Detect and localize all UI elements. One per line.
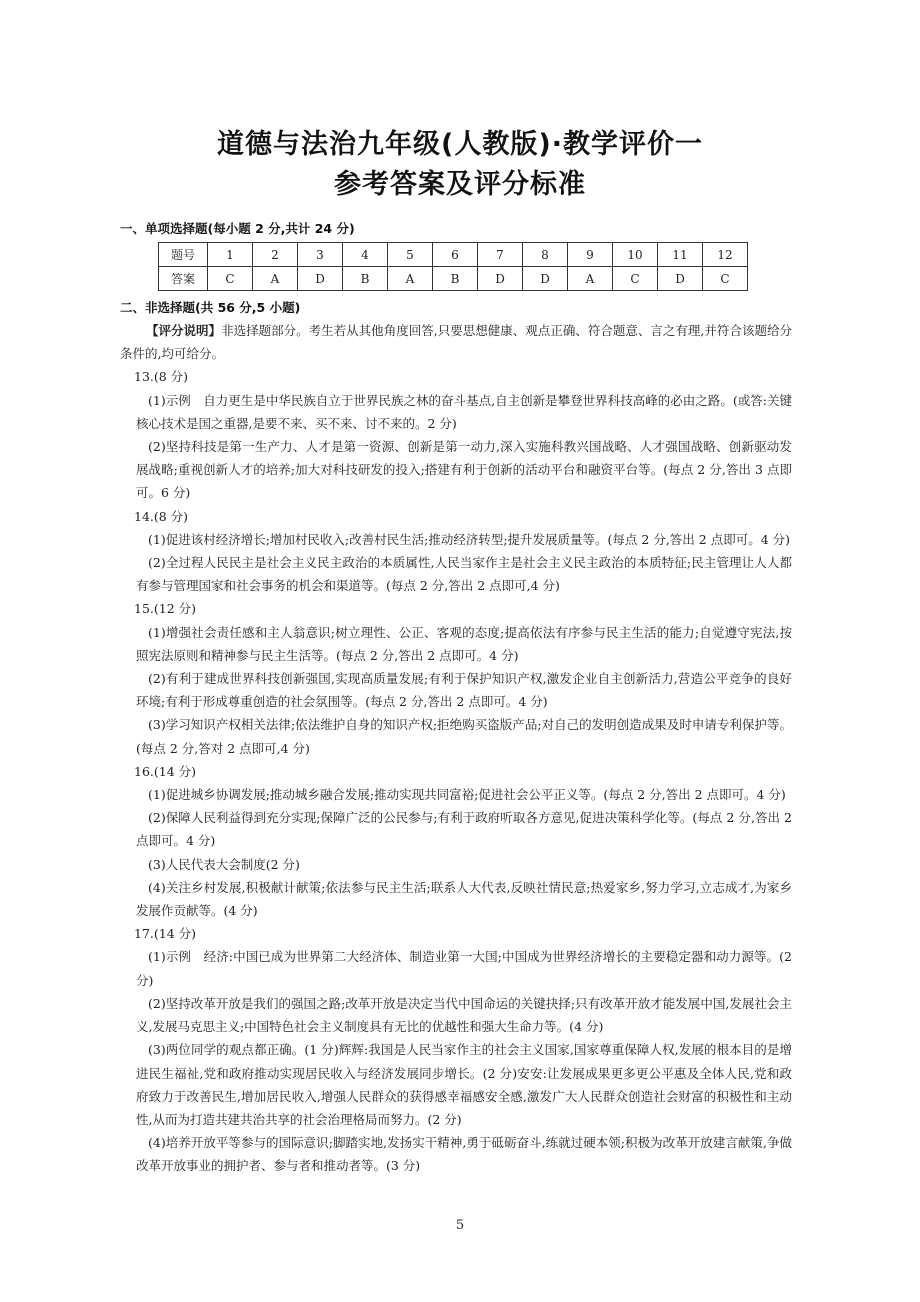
question-17-answer-2: (2)坚持改革开放是我们的强国之路;改革开放是决定当代中国命运的关键抉择;只有改革开放才能发展中国,发展社会主义,发展马克思主义;中国特色社会主义制度具有无比的优越性和强大生命力等。(4 分)	[136, 995, 792, 1035]
table-cell: 9	[568, 243, 613, 267]
answer-body	[120, 319, 792, 1178]
table-cell: 7	[478, 243, 523, 267]
table-row	[159, 267, 748, 291]
question-15-answer-2: (2)有利于建成世界科技创新强国,实现高质量发展;有利于保护知识产权,激发企业自主创新活力,营造公平竞争的良好环境;有利于形成尊重创造的社会氛围等。(每点 2 分,答出 2 点即可。4 分)	[136, 671, 792, 710]
table-cell: A	[388, 267, 433, 291]
table-cell: 1	[208, 243, 253, 267]
question-13-answer-2: (2)坚持科技是第一生产力、人才是第一资源、创新是第一动力,深入实施科教兴国战略、人才强国战略、创新驱动发展战略;重视创新人才的培养;加大对科技研发的投入;搭建有利于创新的活动平台和融资平台等。(每点 2 分,答出 3 点即可。6 分)	[136, 439, 792, 501]
question-17-heading: 17.(14 分)	[134, 926, 197, 942]
table-row	[159, 243, 748, 267]
question-13-answer-1: (1)示例 自力更生是中华民族自立于世界民族之林的奋斗基点,自主创新是攀登世界科技高峰的必由之路。(或答:关键核心技术是国之重器,是要不来、买不来、讨不来的。2 分)	[136, 392, 792, 431]
table-cell: 5	[388, 243, 433, 267]
table-row-label: 题号	[159, 243, 208, 267]
question-16-answer-2: (2)保障人民利益得到充分实现;保障广泛的公民参与;有利于政府听取各方意见,促进决策科学化等。(每点 2 分,答出 2 点即可。4 分)	[136, 810, 792, 849]
question-15-answer-3: (3)学习知识产权相关法律;依法维护自身的知识产权;拒绝购买盗版产品;对自己的发明创造成果及时申请专利保护等。(每点 2 分,答对 2 点即可,4 分)	[136, 717, 792, 756]
question-15-answer-1: (1)增强社会责任感和主人翁意识;树立理性、公正、客观的态度;提高依法有序参与民主生活的能力;自觉遵守宪法,按照宪法原则和精神参与民主生活等。(每点 2 分,答出 2 点即可。4 分)	[136, 624, 792, 663]
question-16-heading: 16.(14 分)	[134, 763, 197, 779]
scoring-note	[120, 319, 792, 365]
table-cell: 4	[343, 243, 388, 267]
question-14-answer-2: (2)全过程人民民主是社会主义民主政治的本质属性,人民当家作主是社会主义民主政治的本质特征;民主管理让人人都有参与管理国家和社会事务的机会和渠道等。(每点 2 分,答出 2 点即可,4 分)	[136, 555, 792, 594]
table-cell: D	[298, 267, 343, 291]
question-17-answer-3: (3)两位同学的观点都正确。(1 分)辉辉:我国是人民当家作主的社会主义国家,国家尊重保障人权,发展的根本目的是增进民生福祉,党和政府推动实现居民收入与经济发展同步增长。(2 分)安安:让发展成果更多更公平惠及全体人民,党和政府致力于改善民生,增加居民收入,增强人民群众的获得感幸福感安全感,激发广大人民群众创造社会财富的积极性和主动性,从而为打造共建共治共享的社会治理格局而努力。(2 分)	[136, 1042, 792, 1127]
page-subtitle: 参考答案及评分标准	[334, 169, 586, 200]
scoring-note-label: 【评分说明】	[146, 323, 222, 338]
table-cell: C	[703, 267, 748, 291]
question-17-answer-4: (4)培养开放平等参与的国际意识;脚踏实地,发扬实干精神,勇于砥砺奋斗,练就过硬本领;积极为改革开放建言献策,争做改革开放事业的拥护者、参与者和推动者等。(3 分)	[136, 1135, 792, 1174]
table-cell: D	[658, 267, 703, 291]
table-cell: 12	[703, 243, 748, 267]
table-cell: B	[433, 267, 478, 291]
table-cell: C	[613, 267, 658, 291]
table-cell: B	[343, 267, 388, 291]
table-cell: 2	[253, 243, 298, 267]
table-cell: 3	[298, 243, 343, 267]
question-13-heading: 13.(8 分)	[134, 369, 189, 385]
table-cell: 10	[613, 243, 658, 267]
question-16-answer-4: (4)关注乡村发展,积极献计献策;依法参与民主生活;联系人大代表,反映社情民意;热爱家乡,努力学习,立志成才,为家乡发展作贡献等。(4 分)	[136, 879, 792, 919]
scoring-note-text: 非选择题部分。考生若从其他角度回答,只要思想健康、观点正确、符合题意、言之有理,并符合该题给分条件的,均可给分。	[120, 323, 792, 362]
answer-table	[158, 242, 748, 291]
question-17-answer-1: (1)示例 经济:中国已成为世界第二大经济体、制造业第一大国;中国成为世界经济增长的主要稳定器和动力源等。(2 分)	[136, 949, 792, 988]
page-number: 5	[455, 1218, 465, 1233]
table-row-label: 答案	[159, 267, 208, 291]
table-cell: 11	[658, 243, 703, 267]
table-cell: D	[523, 267, 568, 291]
question-14-answer-1: (1)促进该村经济增长;增加村民收入;改善村民生活;推动经济转型;提升发展质量等。(每点 2 分,答出 2 点即可。4 分)	[148, 531, 791, 547]
question-15-heading: 15.(12 分)	[134, 601, 197, 617]
table-cell: A	[568, 267, 613, 291]
page-title: 道德与法治九年级(人教版)·教学评价一	[217, 129, 703, 160]
table-cell: C	[208, 267, 253, 291]
table-cell: A	[253, 267, 298, 291]
question-16-answer-1: (1)促进城乡协调发展;推动城乡融合发展;推动实现共同富裕;促进社会公平正义等。(每点 2 分,答出 2 点即可。4 分)	[148, 787, 786, 803]
section-heading-nonchoice: 二、非选择题(共 56 分,5 小题)	[120, 300, 301, 315]
section-heading-choice: 一、单项选择题(每小题 2 分,共计 24 分)	[120, 221, 355, 236]
table-cell: 8	[523, 243, 568, 267]
table-cell: D	[478, 267, 523, 291]
question-14-heading: 14.(8 分)	[134, 508, 189, 524]
question-16-answer-3: (3)人民代表大会制度(2 分)	[148, 856, 300, 872]
table-cell: 6	[433, 243, 478, 267]
